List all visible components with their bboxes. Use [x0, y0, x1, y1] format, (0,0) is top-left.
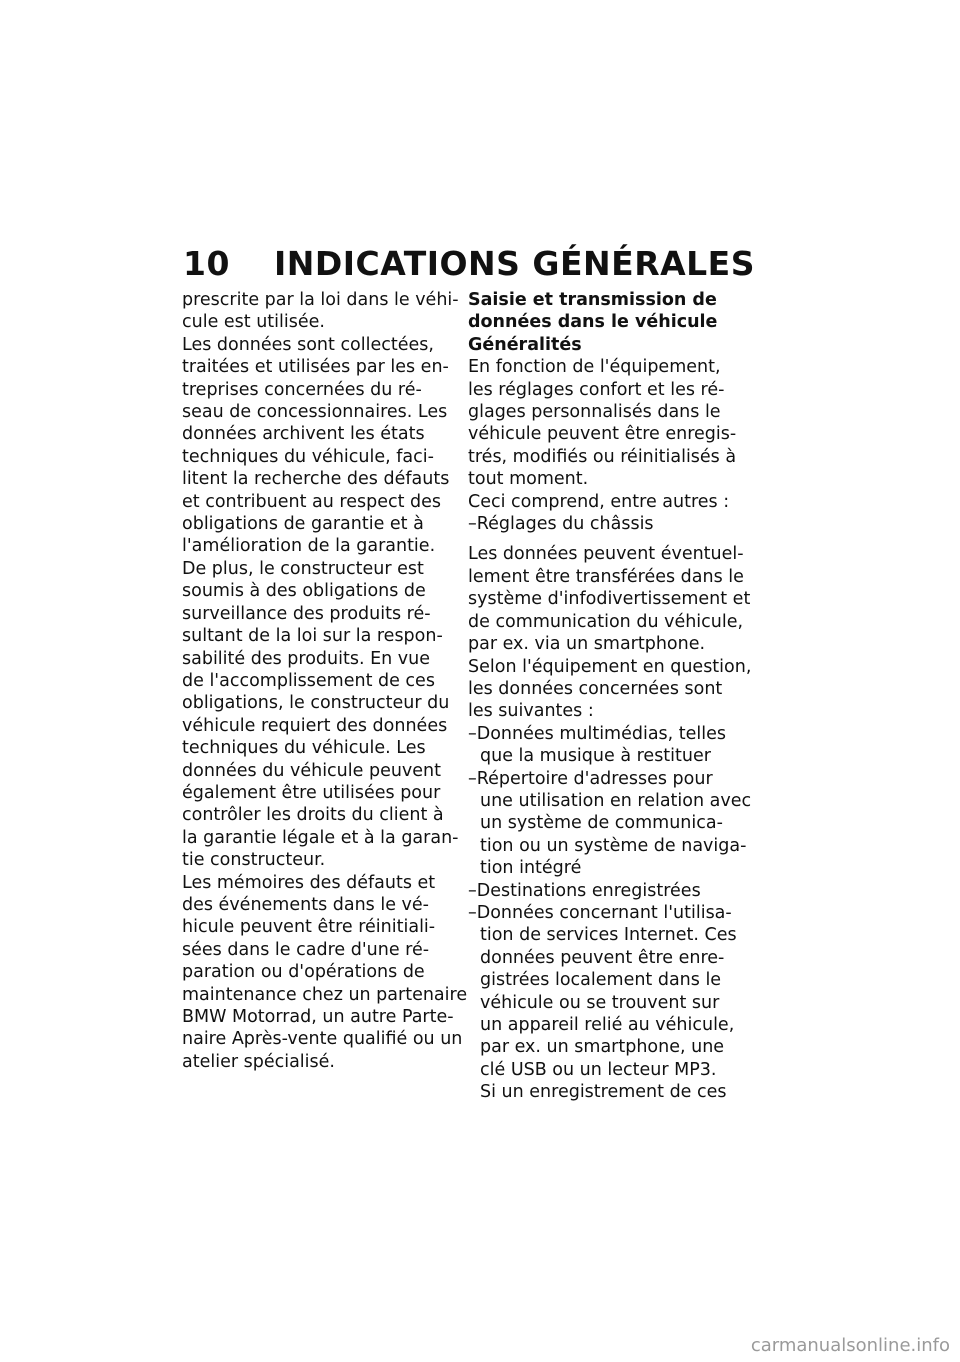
text-line: la garantie légale et à la garan- — [182, 827, 459, 848]
text-line: hicule peuvent être réinitiali- — [182, 917, 436, 938]
text-line: techniques du véhicule, faci- — [182, 446, 434, 467]
text-line: atelier spécialisé. — [182, 1051, 335, 1072]
text-line: par ex. via un smartphone. — [468, 634, 706, 655]
text-line: lement être transférées dans le — [468, 566, 744, 587]
text-line: naire Après-vente qualifié ou un — [182, 1029, 463, 1050]
text-line: Les données sont collectées, — [182, 334, 434, 355]
text-line: En fonction de l'équipement, — [468, 357, 721, 378]
text-line: treprises concernées du ré- — [182, 379, 422, 400]
list-item-continuation: tion intégré — [480, 858, 582, 879]
list-item: –Destinations enregistrées — [468, 880, 701, 901]
text-line: les réglages confort et les ré- — [468, 379, 725, 400]
text-line: BMW Motorrad, un autre Parte- — [182, 1007, 454, 1027]
text-line: paration ou d'opérations de — [182, 962, 425, 983]
text-line: cule est utilisée. — [182, 312, 325, 333]
text-line: maintenance chez un partenaire — [182, 984, 468, 1005]
text-line: Selon l'équipement en question, — [468, 656, 752, 677]
text-line: données archivent les états — [182, 424, 425, 445]
list-item-continuation: clé USB ou un lecteur MP3. — [480, 1059, 717, 1080]
text-line: contrôler les droits du client à — [182, 805, 444, 826]
text-line: soumis à des obligations de — [182, 581, 426, 602]
list-item-continuation: tion de services Internet. Ces — [480, 925, 737, 946]
text-line: techniques du véhicule. Les — [182, 738, 426, 759]
list-item-continuation: que la musique à restituer — [480, 746, 711, 767]
list-item-continuation: un appareil relié au véhicule, — [480, 1015, 735, 1035]
text-line: données du véhicule peuvent — [182, 760, 441, 781]
list-item: –Données concernant l'utilisa- — [468, 902, 732, 923]
list-item-continuation: par ex. un smartphone, une — [480, 1037, 725, 1058]
list-item-continuation: un système de communica- — [480, 813, 723, 834]
section-title: INDICATIONS GÉNÉRALES — [273, 244, 755, 283]
list-item: –Données multimédias, telles — [468, 723, 727, 744]
text-line: glages personnalisés dans le — [468, 402, 721, 423]
text-line: seau de concessionnaires. Les — [182, 402, 448, 423]
text-line: système d'infodivertissement et — [468, 589, 751, 610]
text-line: trés, modifiés ou réinitialisés à — [468, 446, 737, 467]
watermark: carmanualsonline.info — [750, 1335, 950, 1356]
text-line: Les mémoires des défauts et — [182, 872, 436, 893]
text-line: véhicule peuvent être enregis- — [468, 424, 737, 445]
text-line: des événements dans le vé- — [182, 894, 429, 915]
text-line: Les données peuvent éventuel- — [468, 544, 744, 565]
text-line: Ceci comprend, entre autres : — [468, 491, 730, 512]
text-line: sultant de la loi sur la respon- — [182, 626, 443, 647]
text-line: litent la recherche des défauts — [182, 469, 450, 490]
text-line: surveillance des produits ré- — [182, 603, 431, 624]
list-item-continuation: données peuvent être enre- — [480, 947, 725, 968]
text-line: obligations, le constructeur du — [182, 693, 450, 714]
text-line: traitées et utilisées par les en- — [182, 357, 449, 378]
list-item-continuation: Si un enregistrement de ces — [480, 1082, 727, 1103]
text-line: De plus, le constructeur est — [182, 558, 424, 579]
text-line: l'amélioration de la garantie. — [182, 536, 436, 557]
right-column — [468, 289, 752, 1104]
text-line: et contribuent au respect des — [182, 491, 441, 512]
list-item: –Réglages du châssis — [468, 514, 654, 535]
text-line: sabilité des produits. En vue — [182, 648, 430, 669]
subsection-heading: Généralités — [468, 334, 582, 355]
text-line: également être utilisées pour — [182, 782, 441, 803]
text-line: de l'accomplissement de ces — [182, 670, 435, 691]
section-heading: Saisie et transmission de — [468, 290, 717, 310]
text-line: de communication du véhicule, — [468, 611, 744, 632]
left-column — [182, 289, 468, 1073]
text-line: les suivantes : — [468, 701, 594, 722]
page-number: 10 — [183, 244, 230, 283]
list-item-continuation: une utilisation en relation avec — [480, 790, 752, 811]
text-line: tie constructeur. — [182, 850, 326, 871]
text-line: obligations de garantie et à — [182, 514, 424, 535]
text-line: les données concernées sont — [468, 678, 723, 699]
list-item-continuation: gistrées localement dans le — [480, 970, 722, 991]
text-line: tout moment. — [468, 469, 589, 490]
text-line: prescrite par la loi dans le véhi- — [182, 290, 459, 310]
list-item-continuation: tion ou un système de naviga- — [480, 835, 747, 856]
text-line: sées dans le cadre d'une ré- — [182, 939, 430, 960]
paragraph-gap — [468, 535, 743, 543]
list-item: –Répertoire d'adresses pour — [468, 768, 713, 789]
list-item-continuation: véhicule ou se trouvent sur — [480, 992, 720, 1013]
page-header — [183, 244, 755, 283]
text-line: véhicule requiert des données — [182, 715, 448, 736]
section-heading: données dans le véhicule — [468, 312, 718, 333]
